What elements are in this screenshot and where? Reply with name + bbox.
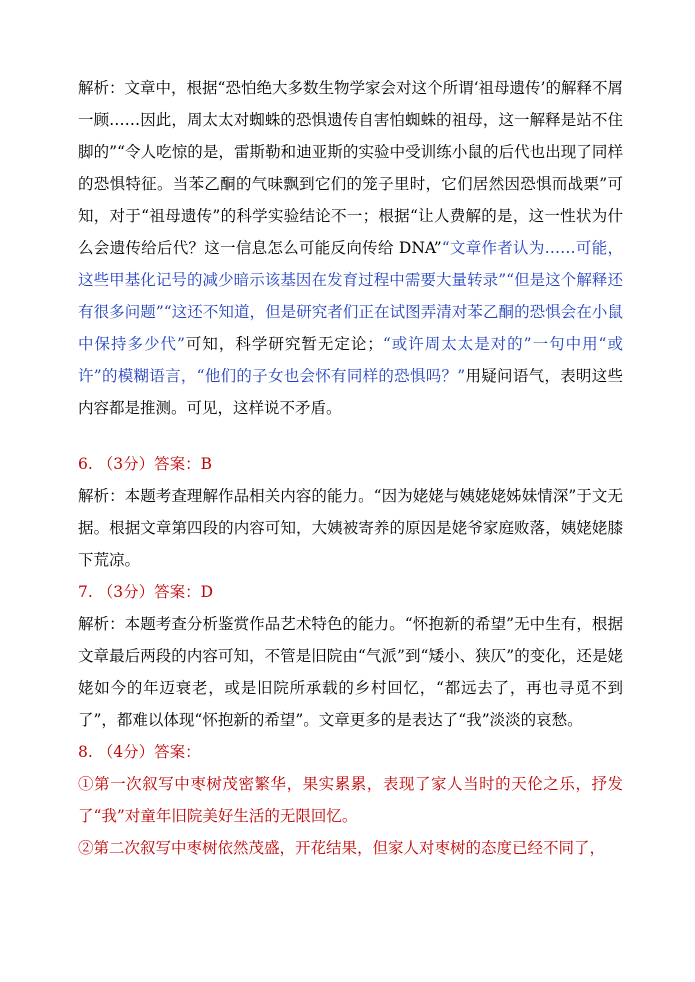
analysis-q5-quote-1: “文章作者认为……可能，这些甲基化记号的减少暗示该基因在发育过程中需要大量转录”“但是这个解释还有很多问题”“这还不知道，但是研究者们正在试图弄清对苯乙酮的恐惧会在小鼠中保持多少代” <box>78 239 623 353</box>
q6-analysis: 解析：本题考查理解作品相关内容的能力。“因为姥姥与姨姥姥姊妹情深”于文无据。根据文章第四段的内容可知，大姨被寄养的原因是姥爷家庭败落，姨姥姥膝下荒凉。 <box>78 487 623 569</box>
q8-answer-header: 8. （4分）答案： <box>78 743 201 761</box>
analysis-q5-text-2: 可知，科学研究暂无定论； <box>184 335 383 353</box>
document-content <box>78 72 623 864</box>
q6-answer-header: 6. （3分）答案：B <box>78 455 212 473</box>
q8-answer-point-1: ①第一次叙写中枣树茂密繁华，果实累累，表现了家人当时的天伦之乐，抒发了“我”对童年旧院美好生活的无限回忆。 <box>78 775 623 825</box>
q7-answer-header: 7. （3分）答案：D <box>78 583 214 601</box>
analysis-q5-text-1: 解析：文章中，根据“恐怕绝大多数生物学家会对这个所谓‘祖母遗传’的解释不屑一顾……因此，周太太对蜘蛛的恐惧遗传自害怕蜘蛛的祖母，这一解释是站不住脚的”“令人吃惊的是，雷斯勒和迪亚斯的实验中受训练小鼠的后代也出现了同样的恐惧特征。当苯乙酮的气味飘到它们的笼子里时，它们居然因恐惧而战栗”可知，对于“祖母遗传”的科学实验结论不一；根据“让人费解的是，这一性状为什么会遗传给后代？这一信息怎么可能反向传给 DNA” <box>78 79 623 257</box>
q7-analysis: 解析：本题考查分析鉴赏作品艺术特色的能力。“怀抱新的希望”无中生有，根据文章最后两段的内容可知，不管是旧院由“气派”到“矮小、狭仄”的变化，还是姥姥如今的年迈衰老，或是旧院所承载的乡村回忆，“都远去了，再也寻觅不到了”，都难以体现“怀抱新的希望”。文章更多的是表达了“我”淡淡的哀愁。 <box>78 615 623 729</box>
q8-answer-point-2: ②第二次叙写中枣树依然茂盛，开花结果，但家人对枣树的态度已经不同了， <box>78 839 606 857</box>
analysis-q5-text-3: 用疑问语气，表明这些内容都是推测。可见，这样说不矛盾。 <box>78 367 623 417</box>
analysis-q5-quote-2: “或许周太太是对的”一句中用“或许”的模糊语言，“他们的子女也会怀有同样的恐惧吗？” <box>78 335 623 385</box>
section-gap <box>78 424 623 448</box>
analysis-q5 <box>78 72 623 424</box>
